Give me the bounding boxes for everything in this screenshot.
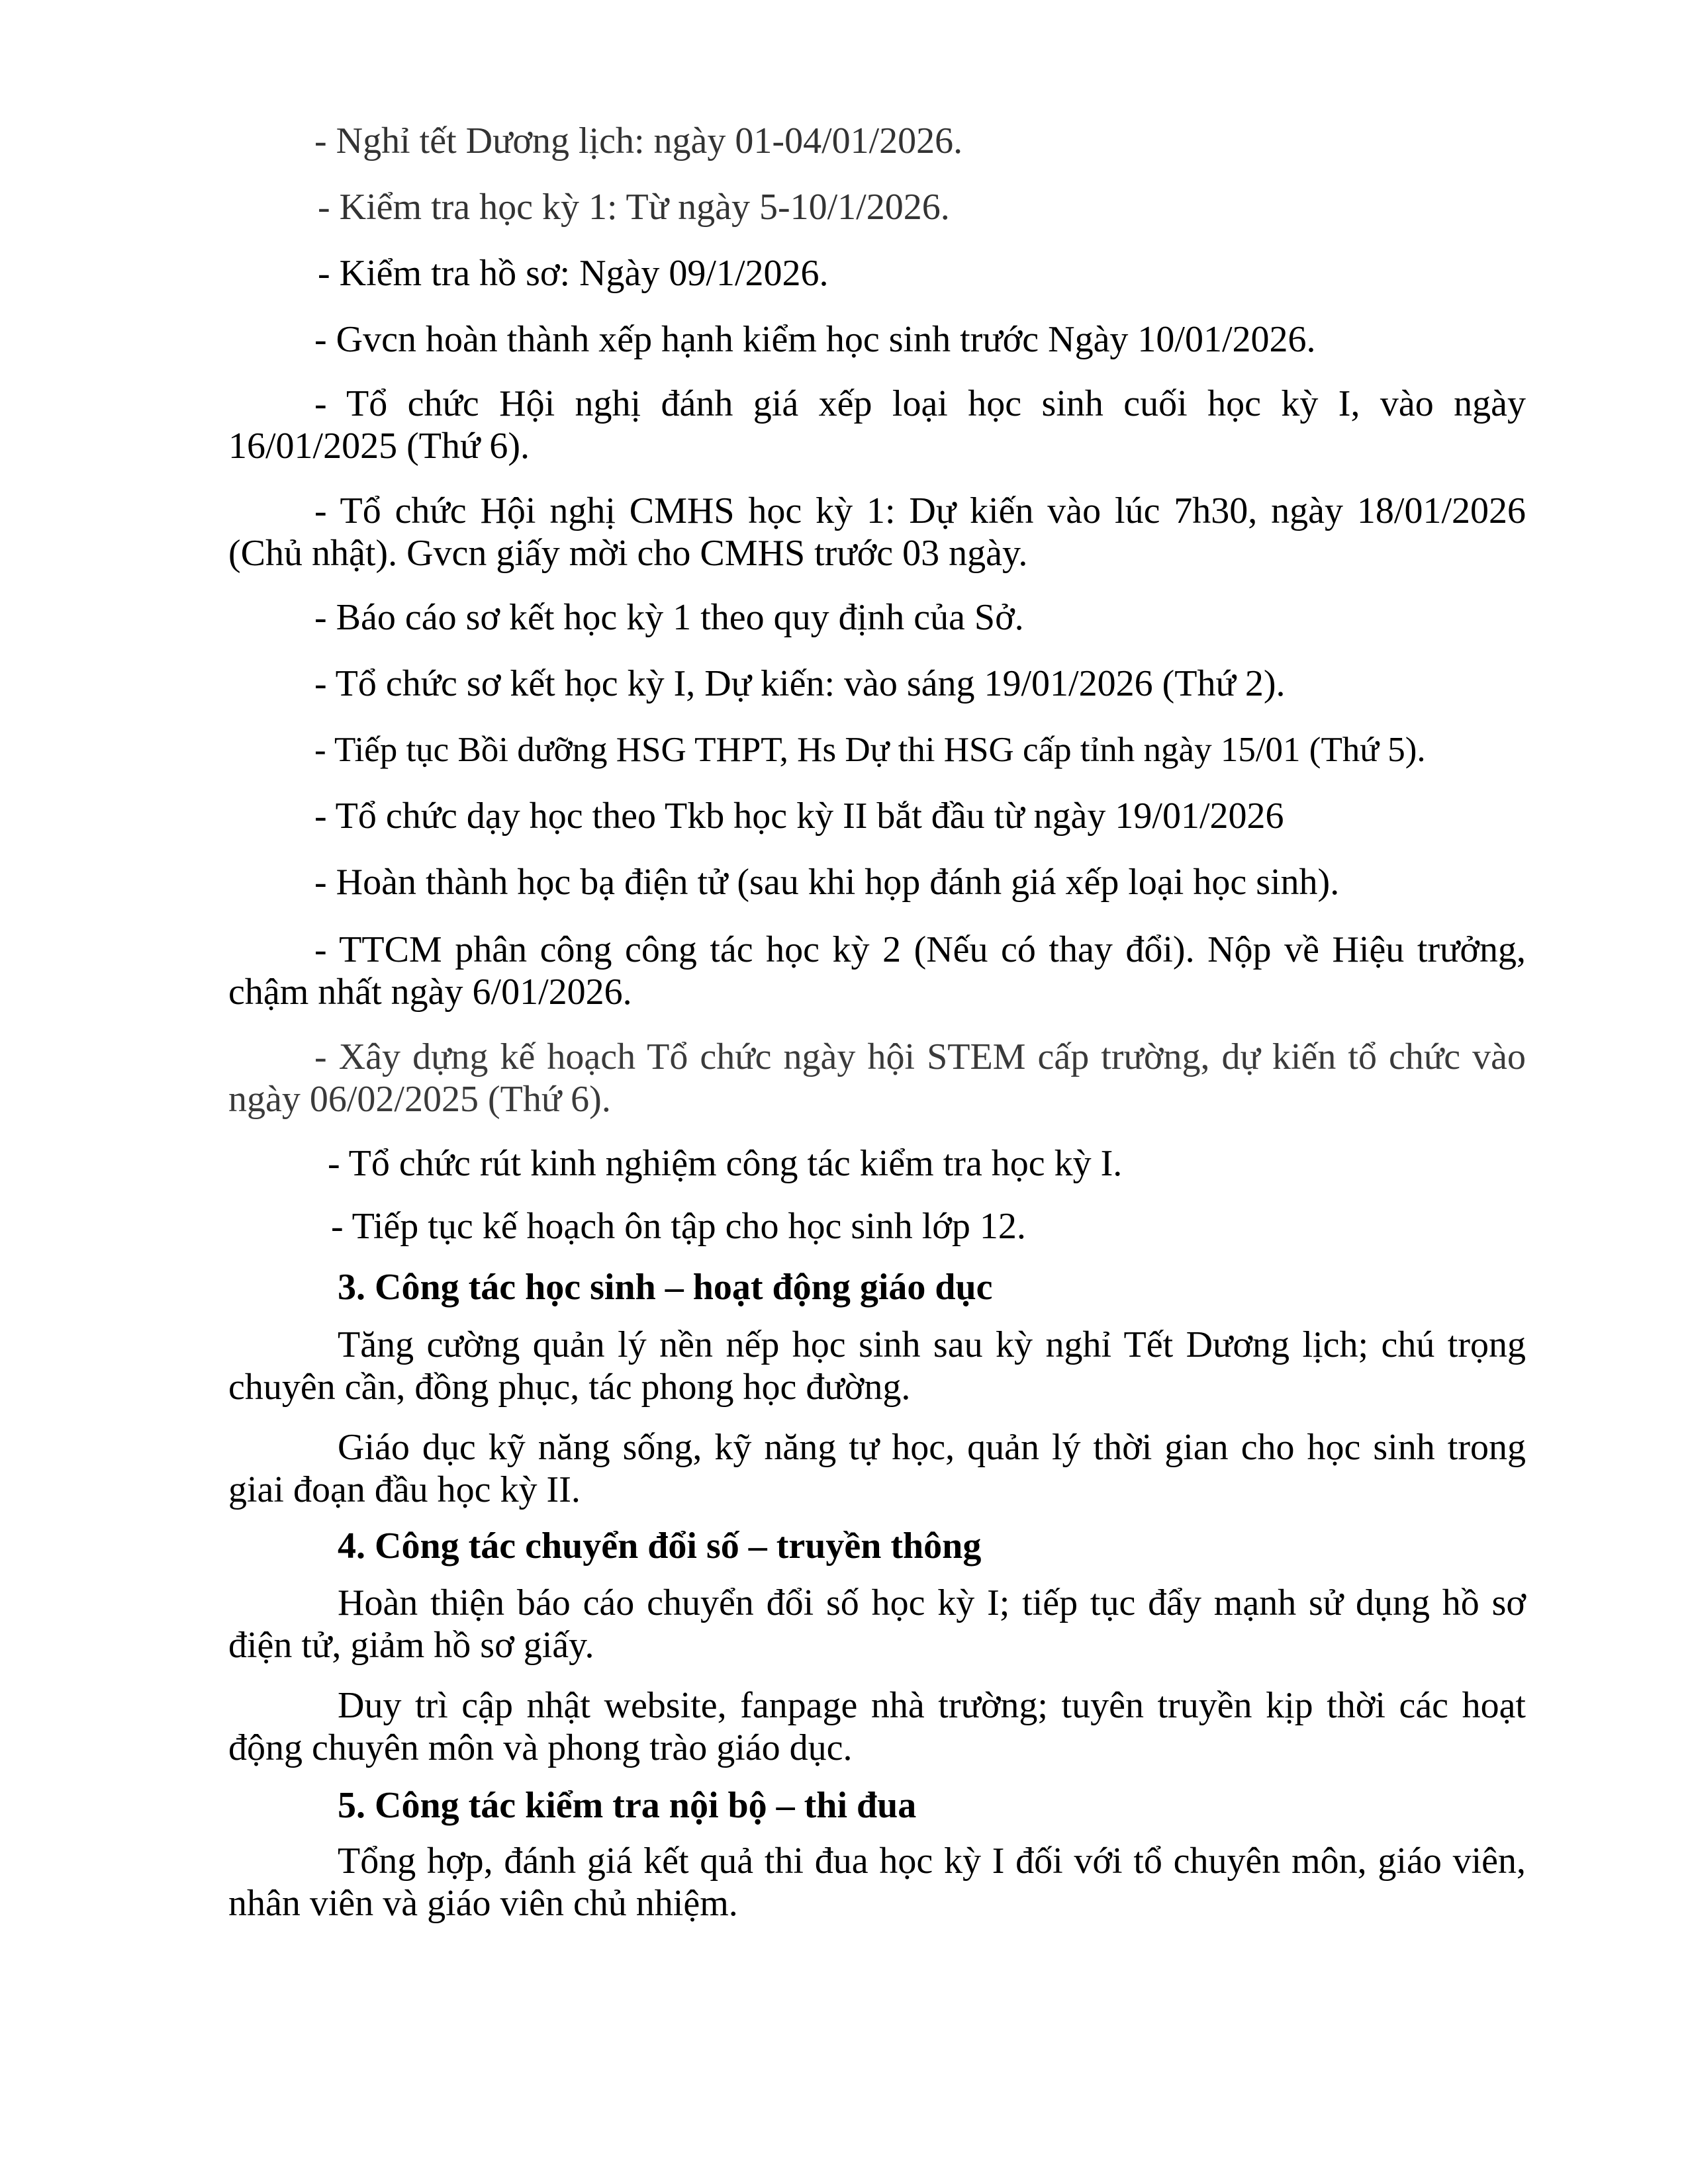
section-heading-chuyen-doi-so: 4. Công tác chuyển đổi số – truyền thông <box>338 1525 982 1567</box>
list-item-boi-duong-hsg: - Tiếp tục Bồi dưỡng HSG THPT, Hs Dự thi HSG cấp tỉnh ngày 15/01 (Thứ 5). <box>314 731 1426 769</box>
section-heading-cong-tac-hoc-sinh: 3. Công tác học sinh – hoạt động giáo dục <box>338 1267 993 1308</box>
paragraph-ky-nang-song: Giáo dục kỹ năng sống, kỹ năng tự học, quản lý thời gian cho học sinh trong giai đoạn đầu học kỳ II. <box>228 1427 1526 1510</box>
paragraph-quan-ly-nen-nep: Tăng cường quản lý nền nếp học sinh sau kỳ nghỉ Tết Dương lịch; chú trọng chuyên cần, đồng phục, tác phong học đường. <box>228 1324 1526 1408</box>
section-heading-kiem-tra-noi-bo: 5. Công tác kiểm tra nội bộ – thi đua <box>338 1785 917 1826</box>
list-item-so-ket-hk1: - Tổ chức sơ kết học kỳ I, Dự kiến: vào sáng 19/01/2026 (Thứ 2). <box>314 663 1286 704</box>
paragraph-tong-hop-thi-dua: Tổng hợp, đánh giá kết quả thi đua học kỳ I đối với tổ chuyên môn, giáo viên, nhân viên và giáo viên chủ nhiệm. <box>228 1841 1526 1924</box>
list-item-kiem-tra-ho-so: - Kiểm tra hồ sơ: Ngày 09/1/2026. <box>318 253 829 294</box>
list-item-ttcm-phan-cong: - TTCM phân công công tác học kỳ 2 (Nếu có thay đổi). Nộp về Hiệu trưởng, chậm nhất ngày 6/01/2026. <box>228 929 1526 1013</box>
list-item-hoc-ba: - Hoàn thành học bạ điện tử (sau khi họp đánh giá xếp loại học sinh). <box>314 862 1340 903</box>
list-item-hoi-nghi-cmhs: - Tổ chức Hội nghị CMHS học kỳ 1: Dự kiến vào lúc 7h30, ngày 18/01/2026 (Chủ nhật). Gvcn giấy mời cho CMHS trước 03 ngày. <box>228 490 1526 574</box>
list-item-tkb-hk2: - Tổ chức dạy học theo Tkb học kỳ II bắt đầu từ ngày 19/01/2026 <box>314 796 1284 837</box>
list-item-hoi-nghi-danh-gia: - Tổ chức Hội nghị đánh giá xếp loại học sinh cuối học kỳ I, vào ngày 16/01/2025 (Thứ 6). <box>228 383 1526 467</box>
list-item-on-tap-12: - Tiếp tục kế hoạch ôn tập cho học sinh lớp 12. <box>331 1206 1026 1247</box>
list-item-bao-cao-so-ket: - Báo cáo sơ kết học kỳ 1 theo quy định của Sở. <box>314 597 1024 638</box>
list-item-kiem-tra-hk1: - Kiểm tra học kỳ 1: Từ ngày 5-10/1/2026. <box>318 187 950 228</box>
paragraph-website-fanpage: Duy trì cập nhật website, fanpage nhà trường; tuyên truyền kịp thời các hoạt động chuyên môn và phong trào giáo dục. <box>228 1685 1526 1768</box>
list-item-stem: - Xây dựng kế hoạch Tổ chức ngày hội STEM cấp trường, dự kiến tổ chức vào ngày 06/02/2025 (Thứ 6). <box>228 1036 1526 1120</box>
list-item-rut-kinh-nghiem: - Tổ chức rút kinh nghiệm công tác kiểm tra học kỳ I. <box>328 1143 1123 1184</box>
paragraph-bao-cao-chuyen-doi-so: Hoàn thiện báo cáo chuyển đổi số học kỳ I; tiếp tục đẩy mạnh sử dụng hồ sơ điện tử, giảm hồ sơ giấy. <box>228 1582 1526 1666</box>
list-item-nghi-tet: - Nghỉ tết Dương lịch: ngày 01-04/01/2026. <box>314 120 963 161</box>
list-item-xep-hanh-kiem: - Gvcn hoàn thành xếp hạnh kiểm học sinh trước Ngày 10/01/2026. <box>314 319 1316 360</box>
